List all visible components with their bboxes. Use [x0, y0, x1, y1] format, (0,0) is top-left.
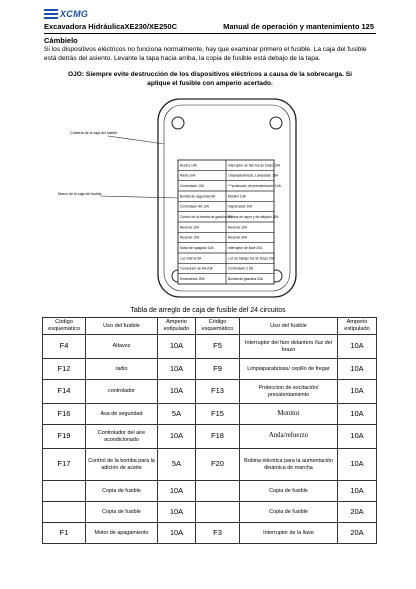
table-header-row: [43, 318, 377, 335]
table-row: [43, 335, 377, 359]
fuse-amperage: 20A: [338, 523, 377, 544]
fuse-code: F16: [43, 404, 86, 425]
fuse-use: Limpiaparabrisas/ cepillo de fregar: [240, 359, 338, 380]
fuse-table: [42, 317, 377, 544]
fuse-code: F5: [196, 335, 240, 359]
fuse-slot-label: ***protección de precalentación 10A: [228, 184, 281, 189]
fuse-use: radio: [86, 359, 158, 380]
fuse-slot-label: Bocina 10A: [180, 163, 197, 168]
table-row: [43, 481, 377, 502]
header-code: Código esquemático: [43, 318, 86, 335]
fuse-code: F15: [196, 404, 240, 425]
fuse-use: Interruptor de la llave: [240, 523, 338, 544]
fuse-slot-label: Bomba de gasolina 20A: [228, 277, 264, 282]
fuse-code: F13: [196, 380, 240, 404]
header-manual: Manual de operación y mantenimiento 125: [223, 22, 374, 31]
fuse-code: F9: [196, 359, 240, 380]
fuse-code: F18: [196, 425, 240, 449]
header-rule: [44, 33, 376, 34]
fuse-slot-label: Control de la bomba de gasolina 5A: [180, 215, 233, 220]
fuse-use: Copia de fusible: [240, 502, 338, 523]
fuse-use: Anda/refuerzo: [240, 425, 338, 449]
logo-text: XCMG: [60, 9, 89, 19]
fuse-slot-label: Bobina de vapor y de aflojado 10A: [228, 215, 279, 220]
fuse-amperage: 20A: [338, 502, 377, 523]
fuse-amperage: 10A: [158, 359, 196, 380]
fuse-amperage: 10A: [158, 523, 196, 544]
instructions-paragraph: Si los dispositivos eléctricos no funciona normalmente, hay que examinar primero el fusible. La caja del fusible está detrás del asiento. Levante la tapa hacia arriba, la copia de fusible está debajo de la tapa.: [44, 46, 367, 62]
fuse-slot-label: Reserva 20A: [228, 235, 248, 240]
fuse-code: [196, 502, 240, 523]
fuse-slot-label: Radio 10A: [180, 173, 196, 178]
fuse-use: Altavoz: [86, 335, 158, 359]
fuse-slot-label: Reserva 10A: [228, 225, 248, 230]
fuse-use: Copia de fusible: [86, 481, 158, 502]
fuse-amperage: 10A: [158, 502, 196, 523]
fuse-code: [196, 481, 240, 502]
header-code: Código esquemático: [196, 318, 240, 335]
fuse-slot-label: Luz de trabajo fus de brazo 20A: [228, 256, 275, 261]
fuse-box-diagram: [40, 96, 370, 301]
fuse-code: F14: [43, 380, 86, 404]
table-title: Tabla de arreglo de caja de fusible del 24 circuitos: [130, 307, 286, 314]
fuse-amperage: 10A: [338, 404, 377, 425]
fuse-amperage: 10A: [338, 481, 377, 502]
xcmg-logo: [44, 8, 104, 20]
header-use: Uso del fusible: [240, 318, 338, 335]
fuse-code: F17: [43, 449, 86, 481]
fuse-amperage: 10A: [338, 449, 377, 481]
fuse-use: Monitor: [240, 404, 338, 425]
fuse-slot-label: Compresor de AA 20A: [180, 266, 213, 271]
fuse-code: [43, 481, 86, 502]
page-header: [44, 22, 374, 31]
fuse-use: Motor de apagamiento: [86, 523, 158, 544]
warning-note: OJO: Siempre evite destrucción de los dispositivos eléctricos a causa de la sobrecarga. Si aplique el fusible con amperio acertado.: [67, 71, 352, 87]
table-row: [43, 359, 377, 380]
label-fuse-box-cover: Cubierta de la caja del fusible: [70, 131, 118, 135]
fuse-use: Interruptor del faro delantero /luz del brazo: [240, 335, 338, 359]
header-model: Excavadora HidráulicaXE230/XE250C: [44, 22, 177, 31]
fuse-use: Proteccion de excitación/ precalentamiento: [240, 380, 338, 404]
fuse-use: controlador: [86, 380, 158, 404]
fuse-slot-label: Interruptor de llave 20A: [228, 246, 263, 251]
fuse-amperage: 10A: [158, 380, 196, 404]
fuse-code: F12: [43, 359, 86, 380]
label-fuse-box-frame: Marco de la caja del fusible: [58, 192, 102, 196]
fuse-code: [43, 502, 86, 523]
fuse-use: Asa de seguridad: [86, 404, 158, 425]
fuse-code: F19: [43, 425, 86, 449]
header-use: Uso del fusible: [86, 318, 158, 335]
fuse-code: F1: [43, 523, 86, 544]
fuse-code: F3: [196, 523, 240, 544]
fuse-amperage: 10A: [338, 335, 377, 359]
fuse-slot-label: Bomba de seguridad 5A: [180, 194, 216, 199]
header-amperage: Amperio estipulado: [158, 318, 196, 335]
table-row: [43, 502, 377, 523]
fuse-use: Control de la bomba para la adición de aceite: [86, 449, 158, 481]
xcmg-logo-icon: [44, 9, 58, 19]
fuse-code: F4: [43, 335, 86, 359]
fuse-amperage: 10A: [338, 380, 377, 404]
fuse-amperage: 10A: [338, 359, 377, 380]
table-row: [43, 449, 377, 481]
header-amperage: Amperio estipulado: [338, 318, 377, 335]
fuse-use: Bobina eléctrica para la aumentación dinámica de marcha: [240, 449, 338, 481]
fuse-use: Copia de fusible: [86, 502, 158, 523]
fuse-slot-label: Encendedor 20A: [180, 277, 205, 282]
section-title: Cámbielo: [44, 36, 78, 45]
fuse-slot-label: Vaporizador 10A: [228, 204, 253, 209]
fuse-slot-label: Monitor 10A: [228, 194, 246, 199]
fuse-amperage: 5A: [158, 404, 196, 425]
fuse-amperage: 5A: [158, 449, 196, 481]
fuse-slot-label: Controlador 2 5A: [228, 266, 253, 271]
fuse-slot-label: Controlador AA 10A: [180, 204, 209, 209]
fuse-slot-label: Reserva 10A: [180, 235, 200, 240]
fuse-use: Copia de fusible: [240, 481, 338, 502]
fuse-amperage: 10A: [158, 425, 196, 449]
fuse-amperage: 10A: [158, 481, 196, 502]
fuse-slot-label: Reserva 10A: [180, 225, 200, 230]
table-row: [43, 523, 377, 544]
fuse-slot-label: Controlador 10A: [180, 184, 205, 189]
fuse-amperage: 10A: [158, 335, 196, 359]
fuse-slot-label: Motor de apagado 10A: [180, 246, 214, 251]
table-row: [43, 404, 377, 425]
table-row: [43, 380, 377, 404]
fuse-use: Controlador del aire acondicionado: [86, 425, 158, 449]
fuse-slot-label: Limpiaparabrisas, Lavaparab. 10A: [228, 173, 279, 178]
fuse-amperage: 10A: [338, 425, 377, 449]
fuse-slot-label: Interruptor de faro luz de brazo 10A: [228, 163, 281, 168]
fuse-slot-label: Luz interna 5A: [180, 256, 202, 261]
table-row: [43, 425, 377, 449]
fuse-code: F20: [196, 449, 240, 481]
